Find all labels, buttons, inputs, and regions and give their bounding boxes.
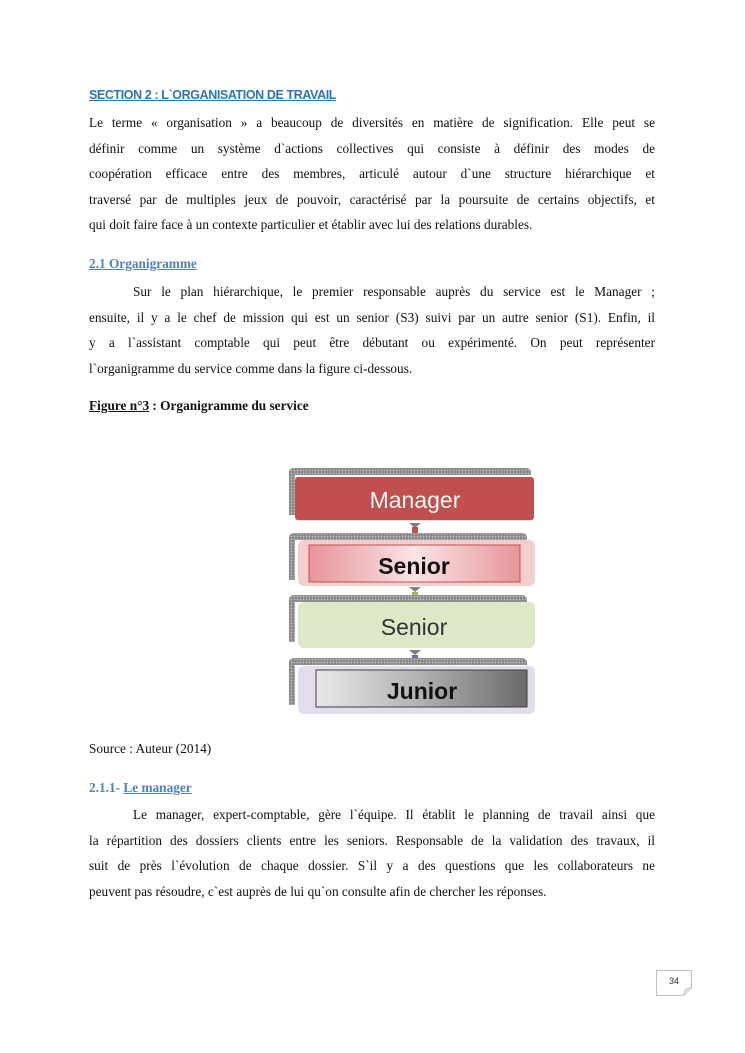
page-number-text: 34 (668, 976, 679, 986)
org-label-manager: Manager (369, 487, 461, 513)
org-label-senior-2: Senior (380, 614, 448, 640)
figure-title: : Organigramme du service (149, 398, 309, 413)
org-level-senior-1 (289, 533, 535, 586)
intro-line: qui doit faire face à un contexte particulier et établir avec lui des relations durables. (89, 217, 533, 232)
intro-line: coopération efficace entre des membres, articulé autour d`une structure hiérarchique et (89, 166, 655, 181)
organigramme-heading (89, 256, 197, 272)
connector-arrow (409, 650, 421, 655)
organigramme-line: ensuite, il y a le chef de mission qui est un senior (S3) suivi par un autre senior (S1). Enfin, il (89, 309, 655, 325)
manager-line: la répartition des dossiers clients entre les seniors. Responsable de la validation des travaux, il (89, 832, 655, 848)
org-level-junior (289, 658, 535, 714)
manager-line: Le manager, expert-comptable, gère l`équipe. Il établit le planning de travail ainsi que (133, 807, 655, 822)
page-number (656, 970, 692, 996)
manager-heading (89, 780, 192, 796)
figure-label: Figure n°3 (89, 398, 150, 413)
org-level-manager (289, 468, 534, 521)
manager-line: suit de près l`évolution de chaque dossier. S`il y a des questions que les collaborateurs ne (89, 858, 655, 873)
org-label-junior: Junior (386, 678, 458, 704)
intro-line: définir comme un système d`actions collectives qui consiste à définir des modes de (89, 140, 655, 156)
intro-paragraph (89, 110, 655, 238)
org-level-senior-2 (289, 595, 535, 648)
org-label-senior-1: Senior (378, 553, 450, 579)
manager-paragraph (89, 802, 655, 904)
section-title: SECTION 2 : L`ORGANISATION DE TRAVAIL (89, 88, 337, 102)
figure-source: Source : Auteur (2014) (89, 741, 212, 756)
org-chart (284, 463, 540, 719)
intro-line: traversé par de multiples jeux de pouvoir, caractérisé par la poursuite de certains objectifs, et (89, 191, 655, 207)
organigramme-line: Sur le plan hiérarchique, le premier responsable auprès du service est le Manager ; (133, 284, 655, 299)
connector-arrow (409, 587, 421, 592)
manager-line: peuvent pas résoudre, c`est auprès de lui qu`on consulte afin de chercher les réponses. (89, 883, 547, 899)
connector-square (412, 527, 418, 533)
organigramme-line: y a l`assistant comptable qui peut être débutant ou expérimenté. On peut représenter (89, 335, 655, 350)
manager-heading-number: 2.1.1- (89, 780, 124, 795)
organigramme-line: l`organigramme du service comme dans la figure ci-dessous. (89, 360, 413, 376)
figure-caption (89, 398, 309, 414)
organigramme-heading-text: 2.1 Organigramme (89, 256, 197, 271)
organigramme-paragraph (89, 279, 655, 381)
intro-line: Le terme « organisation » a beaucoup de diversités en matière de signification. Elle peut se (89, 115, 655, 130)
manager-heading-text: Le manager (123, 780, 192, 795)
